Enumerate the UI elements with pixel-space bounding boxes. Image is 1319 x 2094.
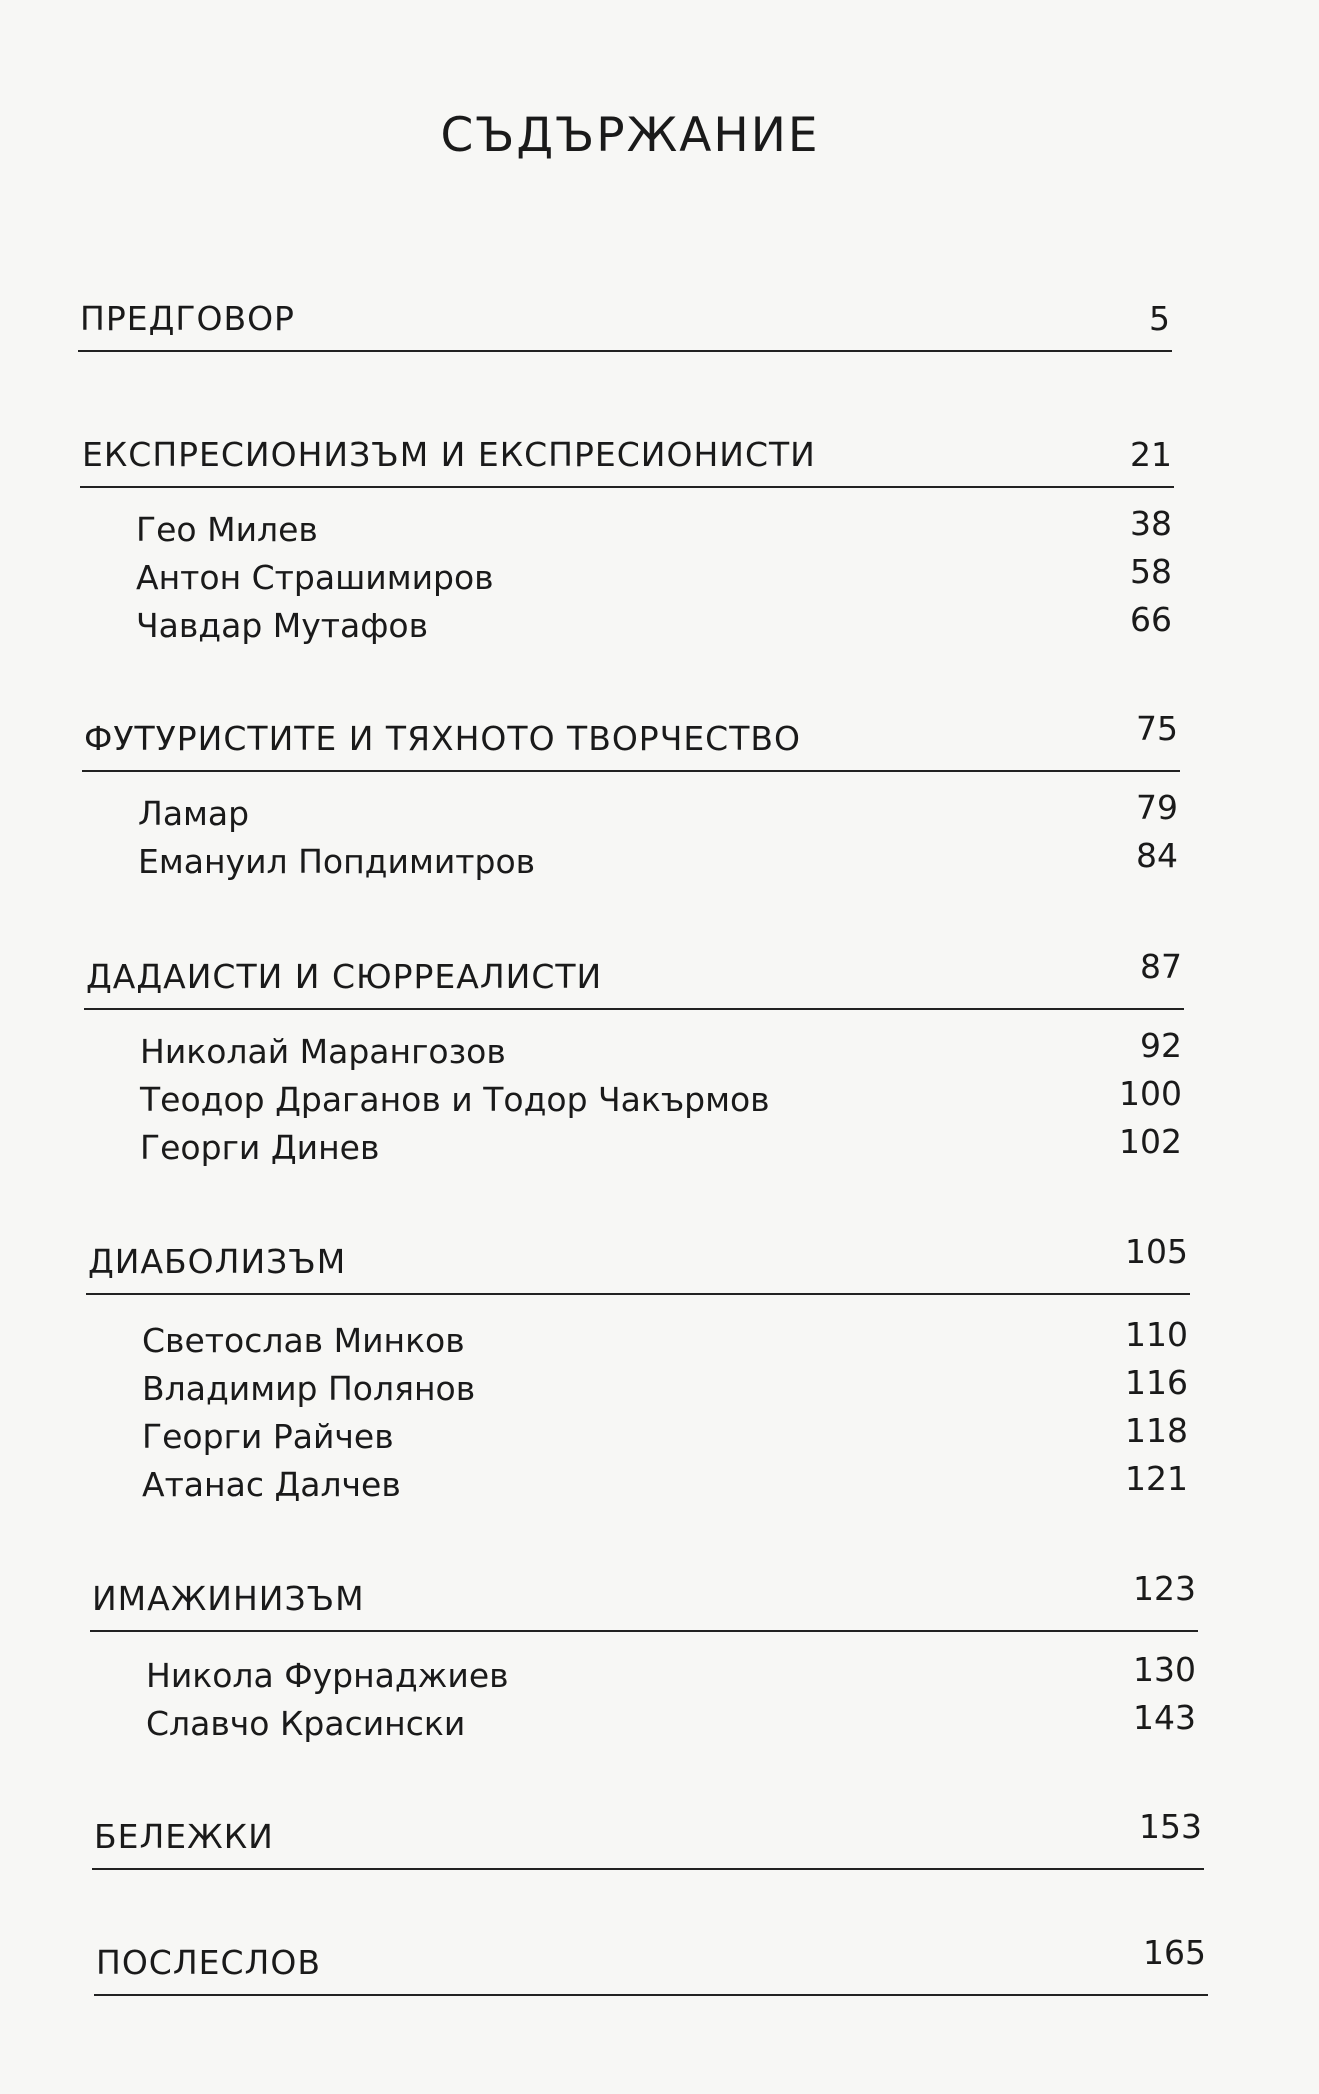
entry-name: Георги Динев xyxy=(140,1128,380,1167)
list-item xyxy=(86,1411,1190,1459)
toc-section xyxy=(78,290,1172,352)
section-heading xyxy=(90,1570,1198,1632)
toc-section xyxy=(86,1233,1190,1507)
section-title: ПОСЛЕСЛОВ xyxy=(96,1943,321,1982)
entry-list xyxy=(86,1315,1190,1507)
page-title: СЪДЪРЖАНИЕ xyxy=(440,108,820,163)
entry-list xyxy=(80,504,1174,648)
entry-page-number: 102 xyxy=(1119,1122,1182,1161)
list-item xyxy=(84,1074,1184,1122)
section-title: ПРЕДГОВОР xyxy=(80,299,295,338)
toc-section xyxy=(82,710,1180,884)
entry-name: Николай Марангозов xyxy=(140,1032,506,1071)
section-page-number: 75 xyxy=(1136,709,1178,748)
list-item xyxy=(82,788,1180,836)
list-item xyxy=(86,1363,1190,1411)
section-heading xyxy=(92,1808,1204,1870)
entry-name: Никола Фурнаджиев xyxy=(146,1656,509,1695)
section-title: ИМАЖИНИЗЪМ xyxy=(92,1579,365,1618)
section-heading xyxy=(86,1233,1190,1295)
section-heading xyxy=(78,290,1172,352)
section-title: ФУТУРИСТИТЕ И ТЯХНОТО ТВОРЧЕСТВО xyxy=(84,719,801,758)
section-title: БЕЛЕЖКИ xyxy=(94,1817,274,1856)
entry-page-number: 118 xyxy=(1125,1411,1188,1450)
entry-page-number: 38 xyxy=(1130,504,1172,543)
toc-section xyxy=(92,1808,1204,1870)
list-item xyxy=(84,1026,1184,1074)
entry-name: Емануил Попдимитров xyxy=(138,842,536,881)
entry-name: Теодор Драганов и Тодор Чакърмов xyxy=(140,1080,770,1119)
list-item xyxy=(80,504,1174,552)
entry-page-number: 92 xyxy=(1140,1026,1182,1065)
entry-name: Георги Райчев xyxy=(142,1417,394,1456)
list-item xyxy=(84,1122,1184,1170)
toc-section xyxy=(84,948,1184,1170)
list-item xyxy=(82,836,1180,884)
list-item xyxy=(90,1698,1198,1746)
entry-page-number: 58 xyxy=(1130,552,1172,591)
entry-page-number: 100 xyxy=(1119,1074,1182,1113)
entry-name: Владимир Полянов xyxy=(142,1369,476,1408)
section-heading xyxy=(80,426,1174,488)
section-heading xyxy=(82,710,1180,772)
section-title: ЕКСПРЕСИОНИЗЪМ И ЕКСПРЕСИОНИСТИ xyxy=(82,435,816,474)
list-item xyxy=(80,552,1174,600)
entry-page-number: 66 xyxy=(1130,600,1172,639)
entry-name: Ламар xyxy=(138,794,250,833)
toc-section xyxy=(80,426,1174,648)
entry-page-number: 121 xyxy=(1125,1459,1188,1498)
toc-section xyxy=(90,1570,1198,1746)
entry-page-number: 84 xyxy=(1136,836,1178,875)
section-heading xyxy=(94,1934,1208,1996)
entry-list xyxy=(84,1026,1184,1170)
entry-name: Славчо Красински xyxy=(146,1704,466,1743)
list-item xyxy=(86,1315,1190,1363)
section-page-number: 105 xyxy=(1125,1232,1188,1271)
list-item xyxy=(80,600,1174,648)
entry-name: Атанас Далчев xyxy=(142,1465,401,1504)
entry-page-number: 130 xyxy=(1133,1650,1196,1689)
list-item xyxy=(86,1459,1190,1507)
entry-list xyxy=(82,788,1180,884)
section-page-number: 165 xyxy=(1143,1933,1206,1972)
entry-page-number: 143 xyxy=(1133,1698,1196,1737)
section-title: ДАДАИСТИ И СЮРРЕАЛИСТИ xyxy=(86,957,603,996)
entry-name: Чавдар Мутафов xyxy=(136,606,429,645)
section-page-number: 21 xyxy=(1130,435,1172,474)
list-item xyxy=(90,1650,1198,1698)
entry-name: Антон Страшимиров xyxy=(136,558,494,597)
entry-list xyxy=(90,1650,1198,1746)
section-title: ДИАБОЛИЗЪМ xyxy=(88,1242,347,1281)
toc-section xyxy=(94,1934,1208,1996)
entry-page-number: 79 xyxy=(1136,788,1178,827)
entry-name: Гео Милев xyxy=(136,510,318,549)
section-page-number: 153 xyxy=(1139,1807,1202,1846)
section-page-number: 87 xyxy=(1140,947,1182,986)
section-page-number: 5 xyxy=(1149,299,1170,338)
entry-page-number: 116 xyxy=(1125,1363,1188,1402)
section-heading xyxy=(84,948,1184,1010)
entry-name: Светослав Минков xyxy=(142,1321,465,1360)
section-page-number: 123 xyxy=(1133,1569,1196,1608)
entry-page-number: 110 xyxy=(1125,1315,1188,1354)
